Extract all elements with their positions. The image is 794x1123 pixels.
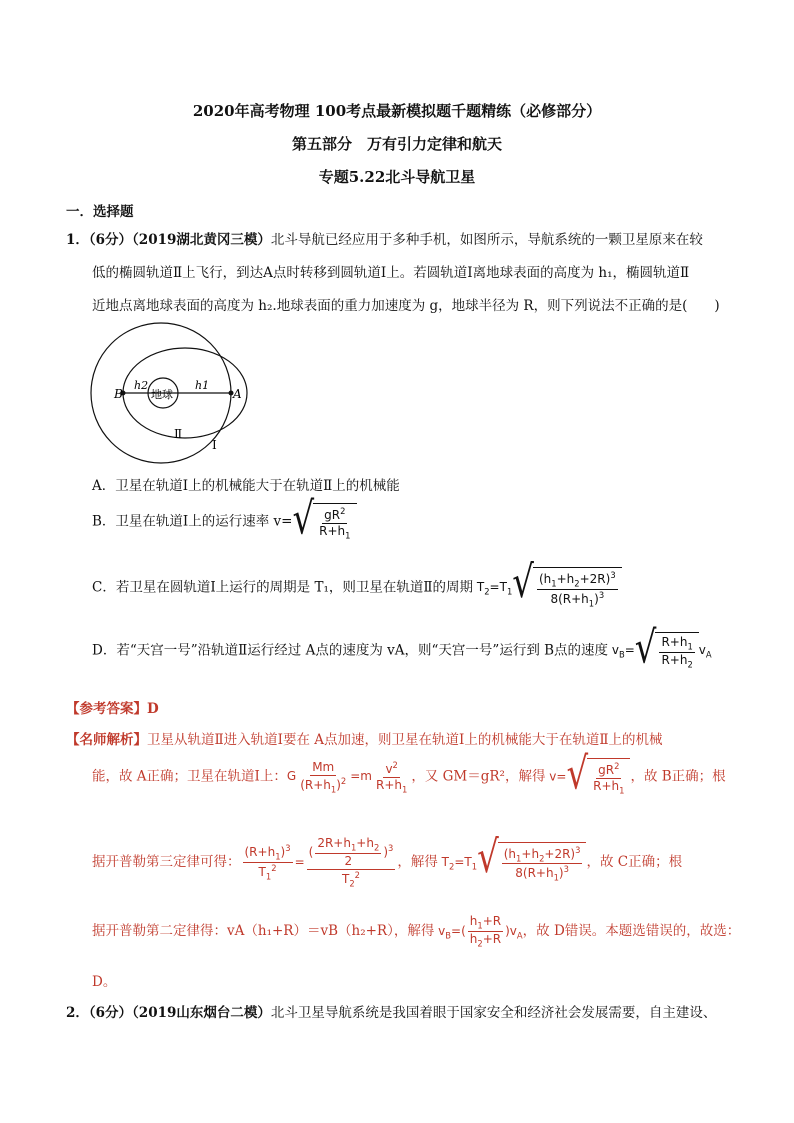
label-h1: h1: [195, 379, 210, 392]
orbit-diagram: [88, 316, 258, 466]
formula-vb-sqrt: √ $\frac{R+h_1}{R+h_2}$: [635, 632, 699, 670]
label-h2: h2: [134, 379, 149, 392]
analysis-line5: D。: [92, 974, 117, 990]
analysis-line2: 能，故 A正确；卫星在轨道Ⅰ上：G $\frac{Mm}{(R+h_1)^2}$ =m $\frac{v^2}{R+h_1}$ ，又 GM＝gR²，解得 v= √ $\frac{gR^2}{R+h_1}$ ，故 B正确；根: [92, 748, 726, 801]
analysis-text1: 卫星从轨道Ⅱ进入轨道Ⅰ要在 A点加速，则卫星在轨道Ⅰ上的机械能大于在轨道Ⅱ上的机械: [147, 732, 663, 748]
q1-line1: [66, 228, 703, 248]
label-b: B: [114, 387, 123, 401]
label-orbit2: Ⅱ: [174, 427, 183, 441]
formula-vb-result: $v_B=$( $\frac{h_1+R}{h_2+R}$ )$v_A$: [434, 914, 523, 949]
answer-label: 【参考答案】: [66, 701, 147, 717]
formula-vb: $v_B=$: [608, 643, 635, 660]
analysis-text2a: 能，故 A正确；卫星在轨道Ⅰ上：: [92, 768, 287, 785]
analysis-text3c: ，故 C正确；根: [586, 853, 683, 870]
formula-v-sqrt: √ $\frac{gR^2}{R+h_1}$: [292, 503, 356, 541]
formula-kepler3: $\frac{(R+h_1)^3}{T_1^2}$ = ( $\frac{2R+h_1+h_2}{2}$ )$^3$ $T_2^2$: [244, 836, 394, 889]
q1-number: 1．: [66, 232, 89, 248]
part-title: 第五部分 万有引力定律和航天: [291, 135, 502, 153]
doc-title: 2020年高考物理 100考点最新模拟题千题精练（必修部分）: [192, 102, 602, 120]
analysis-line4: [92, 914, 740, 949]
analysis-line3: 据开普勒第三定律可得： $\frac{(R+h_1)^3}{T_1^2}$ = ( $\frac{2R+h_1+h_2}{2}$ )$^3$ $T_2^2$ ，解得 $T_2=T_1$ √ $\frac{(h_1+h_2+2R)^3}{8(R+h_1)^3}$ ，故 C正确；根: [92, 831, 683, 889]
label-earth: 地球: [151, 388, 173, 401]
analysis-text3a: 据开普勒第三定律可得：: [92, 853, 241, 870]
q1-line2: 低的椭圆轨道Ⅱ上飞行，到达A点时转移到圆轨道Ⅰ上。若圆轨道Ⅰ离地球表面的高度为 h₁，椭圆轨道Ⅱ: [92, 265, 690, 281]
q2-source: （6分）（2019山东烟台二模）: [88, 1005, 271, 1021]
analysis-text2b: ，又 GM＝gR²，解得: [411, 768, 546, 785]
analysis-text3b: ，解得: [397, 853, 438, 870]
formula-v-result: √ $\frac{gR^2}{R+h_1}$: [566, 758, 630, 796]
option-a: A．卫星在轨道Ⅰ上的机械能大于在轨道Ⅱ上的机械能: [92, 478, 400, 494]
formula-t2-result: √ $\frac{(h_1+h_2+2R)^3}{8(R+h_1)^3}$: [477, 842, 586, 884]
formula-t2-sqrt: √ $\frac{(h_1+h_2+2R)^3}{8(R+h_1)^3}$: [512, 567, 621, 609]
option-c-text: C．若卫星在圆轨道Ⅰ上运行的周期是 T₁，则卫星在轨道Ⅱ的周期: [92, 579, 474, 596]
formula-gravity: G $\frac{Mm}{(R+h_1)^2}$ =m $\frac{v^2}{R+h_1}$: [286, 759, 408, 794]
section-heading: 一．选择题: [66, 204, 134, 220]
option-d: D．若“天宫一号”沿轨道Ⅱ运行经过 A点的速度为 vA，则“天宫一号”运行到 B点的速度 $v_B=$ √ $\frac{R+h_1}{R+h_2}$ $v_A$: [92, 622, 712, 675]
label-orbit1: Ⅰ: [212, 438, 217, 452]
label-a: A: [233, 387, 242, 401]
q1-text1: 北斗导航已经应用于多种手机，如图所示，导航系统的一颗卫星原来在较: [270, 232, 703, 248]
option-d-text: D．若“天宫一号”沿轨道Ⅱ运行经过 A点的速度为 vA，则“天宫一号”运行到 B点的速度: [92, 642, 609, 659]
option-c: [92, 556, 622, 609]
q1-line3: 近地点离地球表面的高度为 h₂.地球表面的重力加速度为 g，地球半径为 R，则下列说法不正确的是( ): [92, 298, 720, 314]
q2-number: 2．: [66, 1005, 89, 1021]
answer-line: [66, 697, 159, 717]
analysis-text4b: ，故 D错误。本题选错误的，故选：: [522, 922, 741, 939]
analysis-line1: [66, 728, 663, 748]
topic-title: 专题5.22北斗导航卫星: [318, 168, 476, 186]
analysis-text4a: 据开普勒第二定律得：vA（h₁+R）＝vB（h₂+R），解得: [92, 922, 435, 939]
answer-value: D: [147, 701, 159, 717]
q1-source: （6分）（2019湖北黄冈三模）: [88, 232, 271, 248]
q2-line1: [66, 1001, 716, 1021]
option-b: [92, 493, 357, 546]
option-b-text: B．卫星在轨道Ⅰ上的运行速率 v=: [92, 513, 293, 530]
formula-t2: $T_2=T_1$: [473, 580, 513, 597]
q2-text: 北斗卫星导航系统是我国着眼于国家安全和经济社会发展需要，自主建设、: [270, 1005, 717, 1021]
analysis-text2c: ，故 B正确；根: [630, 768, 726, 785]
analysis-label: 【名师解析】: [66, 732, 147, 748]
